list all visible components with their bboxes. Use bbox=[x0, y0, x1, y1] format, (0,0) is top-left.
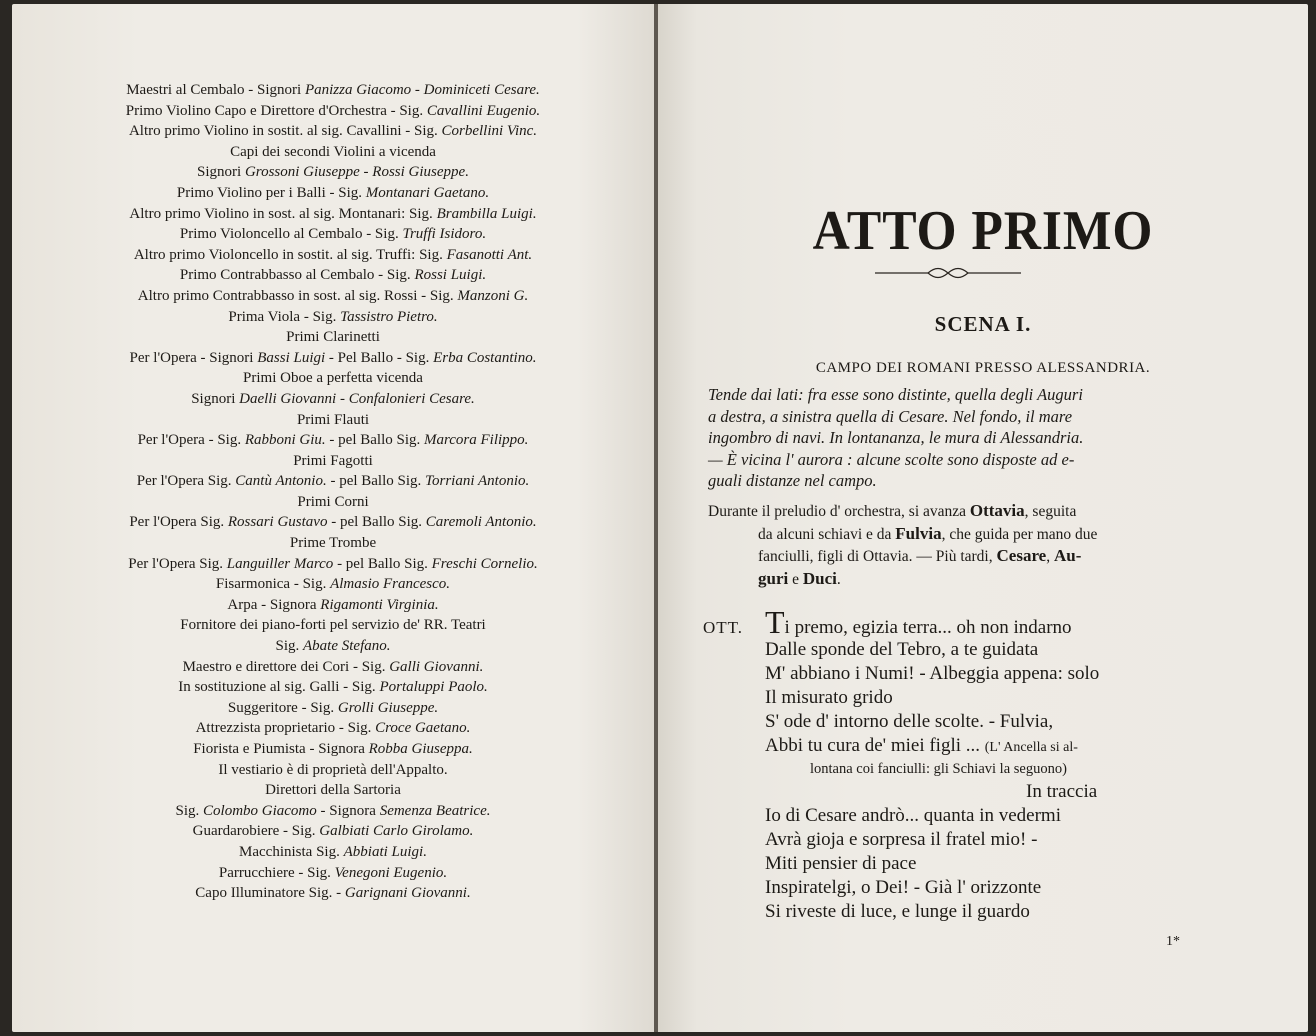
person-name: Galli Giovanni. bbox=[389, 658, 484, 675]
person-name: Grossoni Giuseppe - Rossi Giuseppe. bbox=[244, 164, 469, 181]
person-name: Croce Gaetano. bbox=[375, 720, 471, 737]
role-text: Maestro e direttore dei Cori - Sig. bbox=[182, 658, 390, 675]
scene-setting: CAMPO DEI ROMANI PRESSO ALESSANDRIA. bbox=[815, 360, 1151, 376]
role-text: Capo Illuminatore Sig. - bbox=[195, 885, 345, 902]
role-text: Maestri al Cembalo - Signori bbox=[126, 82, 305, 98]
role-text: - pel Ballo Sig. bbox=[326, 473, 426, 490]
person-name: Daelli Giovanni - Confalonieri Cesare. bbox=[239, 390, 475, 407]
person-name: Abbiati Luigi. bbox=[343, 843, 427, 860]
personnel-line bbox=[12, 245, 654, 266]
speaker-label: OTT. bbox=[703, 618, 744, 637]
person-name: Portaluppi Paolo. bbox=[379, 679, 488, 696]
role-text: Per l'Opera - Signori bbox=[129, 349, 258, 366]
scene-heading: SCENA I. bbox=[934, 312, 1032, 336]
verse-line: S' ode d' intorno delle scolte. - Fulvia, bbox=[765, 711, 1054, 732]
drop-cap: T bbox=[765, 604, 785, 640]
role-text: Capi dei secondi Violini a vicenda bbox=[230, 143, 436, 160]
role-text: Il vestiario è di proprietà dell'Appalto. bbox=[218, 761, 448, 778]
role-text: - pel Ballo Sig. bbox=[333, 555, 432, 572]
role-text: Attrezzista proprietario - Sig. bbox=[195, 720, 376, 737]
character-name: Fulvia bbox=[895, 523, 942, 543]
dir-text: , seguita bbox=[1024, 503, 1077, 520]
person-name: Rabboni Giu. bbox=[244, 432, 326, 449]
left-page bbox=[12, 4, 654, 1032]
personnel-line bbox=[12, 121, 654, 142]
personnel-line bbox=[12, 80, 654, 101]
personnel-line bbox=[12, 718, 654, 739]
stage-direction-line: a destra, a sinistra quella di Cesare. Nel fondo, il mare bbox=[708, 406, 1073, 426]
role-text: - Pel Ballo - Sig. bbox=[325, 349, 434, 366]
role-text: - pel Ballo Sig. bbox=[327, 514, 426, 531]
role-text: Prime Trombe bbox=[289, 535, 377, 552]
person-name: Tassistro Pietro. bbox=[340, 308, 438, 325]
person-name: Rigamonti Virginia. bbox=[320, 596, 439, 613]
personnel-line bbox=[12, 698, 654, 719]
personnel-line bbox=[12, 368, 654, 389]
role-text: Fiorista e Piumista - Signora bbox=[193, 741, 369, 757]
role-text: Primi Fagotti bbox=[293, 452, 373, 469]
verse-line: Dalle sponde del Tebro, a te guidata bbox=[765, 639, 1039, 660]
role-text: In sostituzione al sig. Galli - Sig. bbox=[178, 679, 380, 696]
person-name: Fasanotti Ant. bbox=[446, 246, 533, 263]
personnel-line bbox=[12, 162, 654, 183]
person-name: Torriani Antonio. bbox=[425, 473, 530, 490]
person-name: Marcora Filippo. bbox=[424, 432, 529, 449]
dir-text: Durante il preludio d' orchestra, si avanza bbox=[708, 503, 970, 520]
role-text: Signori bbox=[197, 164, 245, 181]
stage-direction: (L' Ancella si al- bbox=[984, 740, 1078, 755]
verse-line: Abbi tu cura de' miei figli ... bbox=[765, 735, 981, 756]
stage-direction-line: Tende dai lati: fra esse sono distinte, quella degli Auguri bbox=[708, 385, 1083, 404]
personnel-line bbox=[12, 307, 654, 328]
personnel-line bbox=[12, 554, 654, 575]
role-text: Primo Violino per i Balli - Sig. bbox=[176, 184, 366, 201]
personnel-line bbox=[12, 574, 654, 595]
role-text: Primo Violoncello al Cembalo - Sig. bbox=[179, 226, 403, 243]
right-page bbox=[658, 4, 1308, 1032]
verse-line: Avrà gioja e sorpresa il fratel mio! - bbox=[765, 829, 1038, 850]
person-name: Cantù Antonio. bbox=[235, 473, 327, 490]
stage-directions bbox=[708, 384, 1228, 492]
role-text: Primo Contrabbasso al Cembalo - Sig. bbox=[179, 267, 415, 284]
dir-text: . bbox=[836, 570, 841, 588]
personnel-line bbox=[12, 101, 654, 122]
personnel-line bbox=[12, 471, 654, 492]
dir-text: da alcuni schiavi e da bbox=[758, 525, 896, 543]
role-text: Primi Flauti bbox=[296, 411, 370, 428]
role-text: Fornitore dei piano-forti pel servizio de' RR. Teatri bbox=[180, 617, 486, 634]
verse-line: i premo, egizia terra... oh non indarno bbox=[784, 617, 1072, 638]
verse-line: Si riveste di luce, e lunge il guardo bbox=[765, 901, 1030, 922]
role-text: Per l'Opera Sig. bbox=[136, 473, 236, 490]
role-text: Sig. bbox=[275, 638, 304, 655]
character-name: Cesare bbox=[996, 546, 1047, 565]
personnel-line bbox=[12, 348, 654, 369]
personnel-line bbox=[12, 224, 654, 245]
verse-line: M' abbiano i Numi! - Albeggia appena: solo bbox=[765, 663, 1100, 684]
person-name: Garignani Giovanni. bbox=[344, 885, 471, 902]
role-text: Direttori della Sartoria bbox=[265, 782, 401, 799]
person-name: Truffi Isidoro. bbox=[402, 226, 487, 243]
person-name: Bassi Luigi bbox=[257, 349, 326, 366]
role-text: - Signora bbox=[316, 802, 380, 819]
role-text: Parrucchiere - Sig. bbox=[218, 864, 335, 881]
dir-text: , che guida per mano due bbox=[941, 525, 1098, 543]
personnel-line bbox=[12, 883, 654, 904]
person-name: Venegoni Eugenio. bbox=[334, 864, 448, 881]
personnel-line bbox=[12, 410, 654, 431]
person-name: Grolli Giuseppe. bbox=[337, 699, 439, 716]
person-name: Manzoni G. bbox=[457, 287, 529, 304]
personnel-line bbox=[12, 739, 654, 760]
role-text: Altro primo Violoncello in sostit. al sig. Truffi: Sig. bbox=[133, 246, 447, 263]
person-name: Almasio Francesco. bbox=[330, 576, 451, 593]
stage-direction-line: ingombro di navi. In lontananza, le mura di Alessandria. bbox=[708, 428, 1084, 447]
personnel-line bbox=[12, 265, 654, 286]
character-name: Ottavia bbox=[969, 501, 1025, 520]
personnel-line bbox=[12, 492, 654, 513]
person-name: Brambilla Luigi. bbox=[436, 205, 537, 222]
personnel-line bbox=[12, 512, 654, 533]
role-text: - pel Ballo Sig. bbox=[325, 432, 424, 449]
personnel-line bbox=[12, 204, 654, 225]
character-name: Duci bbox=[802, 568, 837, 588]
person-name: Erba Costantino. bbox=[433, 349, 537, 366]
role-text: Per l'Opera Sig. bbox=[129, 514, 228, 531]
role-text: Suggeritore - Sig. bbox=[227, 699, 338, 716]
dir-text: e bbox=[788, 570, 803, 588]
personnel-line bbox=[12, 183, 654, 204]
person-name: Robba Giuseppa. bbox=[368, 741, 473, 757]
person-name: Colombo Giacomo bbox=[203, 802, 317, 819]
page-number: 1* bbox=[1166, 934, 1180, 949]
personnel-line bbox=[12, 615, 654, 636]
person-name: Caremoli Antonio. bbox=[425, 514, 537, 531]
role-text: Per l'Opera - Sig. bbox=[137, 432, 245, 449]
stage-direction-line: — È vicina l' aurora : alcune scolte sono disposte ad e- bbox=[708, 449, 1075, 469]
person-name: Rossi Luigi. bbox=[414, 267, 487, 284]
verse-line: Inspiratelgi, o Dei! - Già l' orizzonte bbox=[765, 877, 1042, 898]
character-name: guri bbox=[758, 568, 789, 588]
personnel-line bbox=[12, 863, 654, 884]
verse-line: Io di Cesare andrò... quanta in vedermi bbox=[765, 805, 1061, 826]
personnel-line bbox=[12, 842, 654, 863]
personnel-line bbox=[12, 636, 654, 657]
person-name: Montanari Gaetano. bbox=[365, 184, 490, 201]
entrance-directions bbox=[708, 500, 1228, 590]
role-text: Arpa - Signora bbox=[227, 596, 321, 613]
role-text: Per l'Opera Sig. bbox=[128, 555, 227, 572]
verse-line: Miti pensier di pace bbox=[765, 853, 917, 874]
verse-block bbox=[703, 604, 1263, 924]
role-text: Primi Oboe a perfetta vicenda bbox=[243, 370, 423, 387]
role-text: Altro primo Violino in sost. al sig. Montanari: Sig. bbox=[129, 205, 437, 222]
dir-text: fanciulli, figli di Ottavia. — Più tardi, bbox=[758, 548, 997, 565]
person-name: Corbellini Vinc. bbox=[441, 123, 538, 140]
personnel-line bbox=[12, 389, 654, 410]
stage-direction-line: guali distanze nel campo. bbox=[708, 471, 877, 490]
role-text: Altro primo Contrabbasso in sost. al sig. Rossi - Sig. bbox=[137, 287, 458, 304]
person-name: Freschi Cornelio. bbox=[431, 555, 538, 572]
role-text: Sig. bbox=[175, 802, 204, 819]
personnel-line bbox=[12, 801, 654, 822]
verse-line: In traccia bbox=[1026, 781, 1098, 802]
person-name: Galbiati Carlo Girolamo. bbox=[319, 823, 474, 840]
personnel-line bbox=[12, 142, 654, 163]
personnel-line bbox=[12, 677, 654, 698]
personnel-line bbox=[12, 657, 654, 678]
personnel-line bbox=[12, 780, 654, 801]
personnel-line bbox=[12, 821, 654, 842]
person-name: Panizza Giacomo - Dominiceti Cesare. bbox=[304, 82, 540, 98]
role-text: Macchinista Sig. bbox=[239, 843, 344, 860]
personnel-line bbox=[12, 595, 654, 616]
personnel-line bbox=[12, 286, 654, 307]
personnel-line bbox=[12, 760, 654, 781]
dir-text: , bbox=[1046, 548, 1054, 565]
personnel-line bbox=[12, 451, 654, 472]
personnel-list bbox=[12, 80, 654, 904]
personnel-line bbox=[12, 327, 654, 348]
personnel-line bbox=[12, 430, 654, 451]
person-name: Rossari Gustavo bbox=[227, 514, 328, 531]
personnel-line bbox=[12, 533, 654, 554]
act-title: ATTO PRIMO bbox=[812, 200, 1154, 262]
role-text: Altro primo Violino in sostit. al sig. Cavallini - Sig. bbox=[128, 123, 442, 140]
role-text: Guardarobiere - Sig. bbox=[192, 823, 320, 840]
role-text: Primi Clarinetti bbox=[286, 329, 380, 346]
role-text: Signori bbox=[191, 390, 240, 407]
person-name: Abate Stefano. bbox=[303, 638, 391, 655]
stage-direction: lontana coi fanciulli: gli Schiavi la seguono) bbox=[810, 761, 1067, 777]
person-name: Semenza Beatrice. bbox=[379, 802, 491, 819]
role-text: Primi Corni bbox=[297, 493, 369, 510]
role-text: Prima Viola - Sig. bbox=[228, 308, 341, 325]
ornament-divider-icon bbox=[873, 266, 1023, 280]
person-name: Cavallini Eugenio. bbox=[426, 102, 541, 119]
role-text: Primo Violino Capo e Direttore d'Orchestra - Sig. bbox=[125, 102, 427, 119]
verse-line: Il misurato grido bbox=[765, 687, 893, 708]
character-name: Au- bbox=[1053, 546, 1082, 565]
person-name: Languiller Marco bbox=[226, 555, 334, 572]
role-text: Fisarmonica - Sig. bbox=[215, 576, 331, 593]
